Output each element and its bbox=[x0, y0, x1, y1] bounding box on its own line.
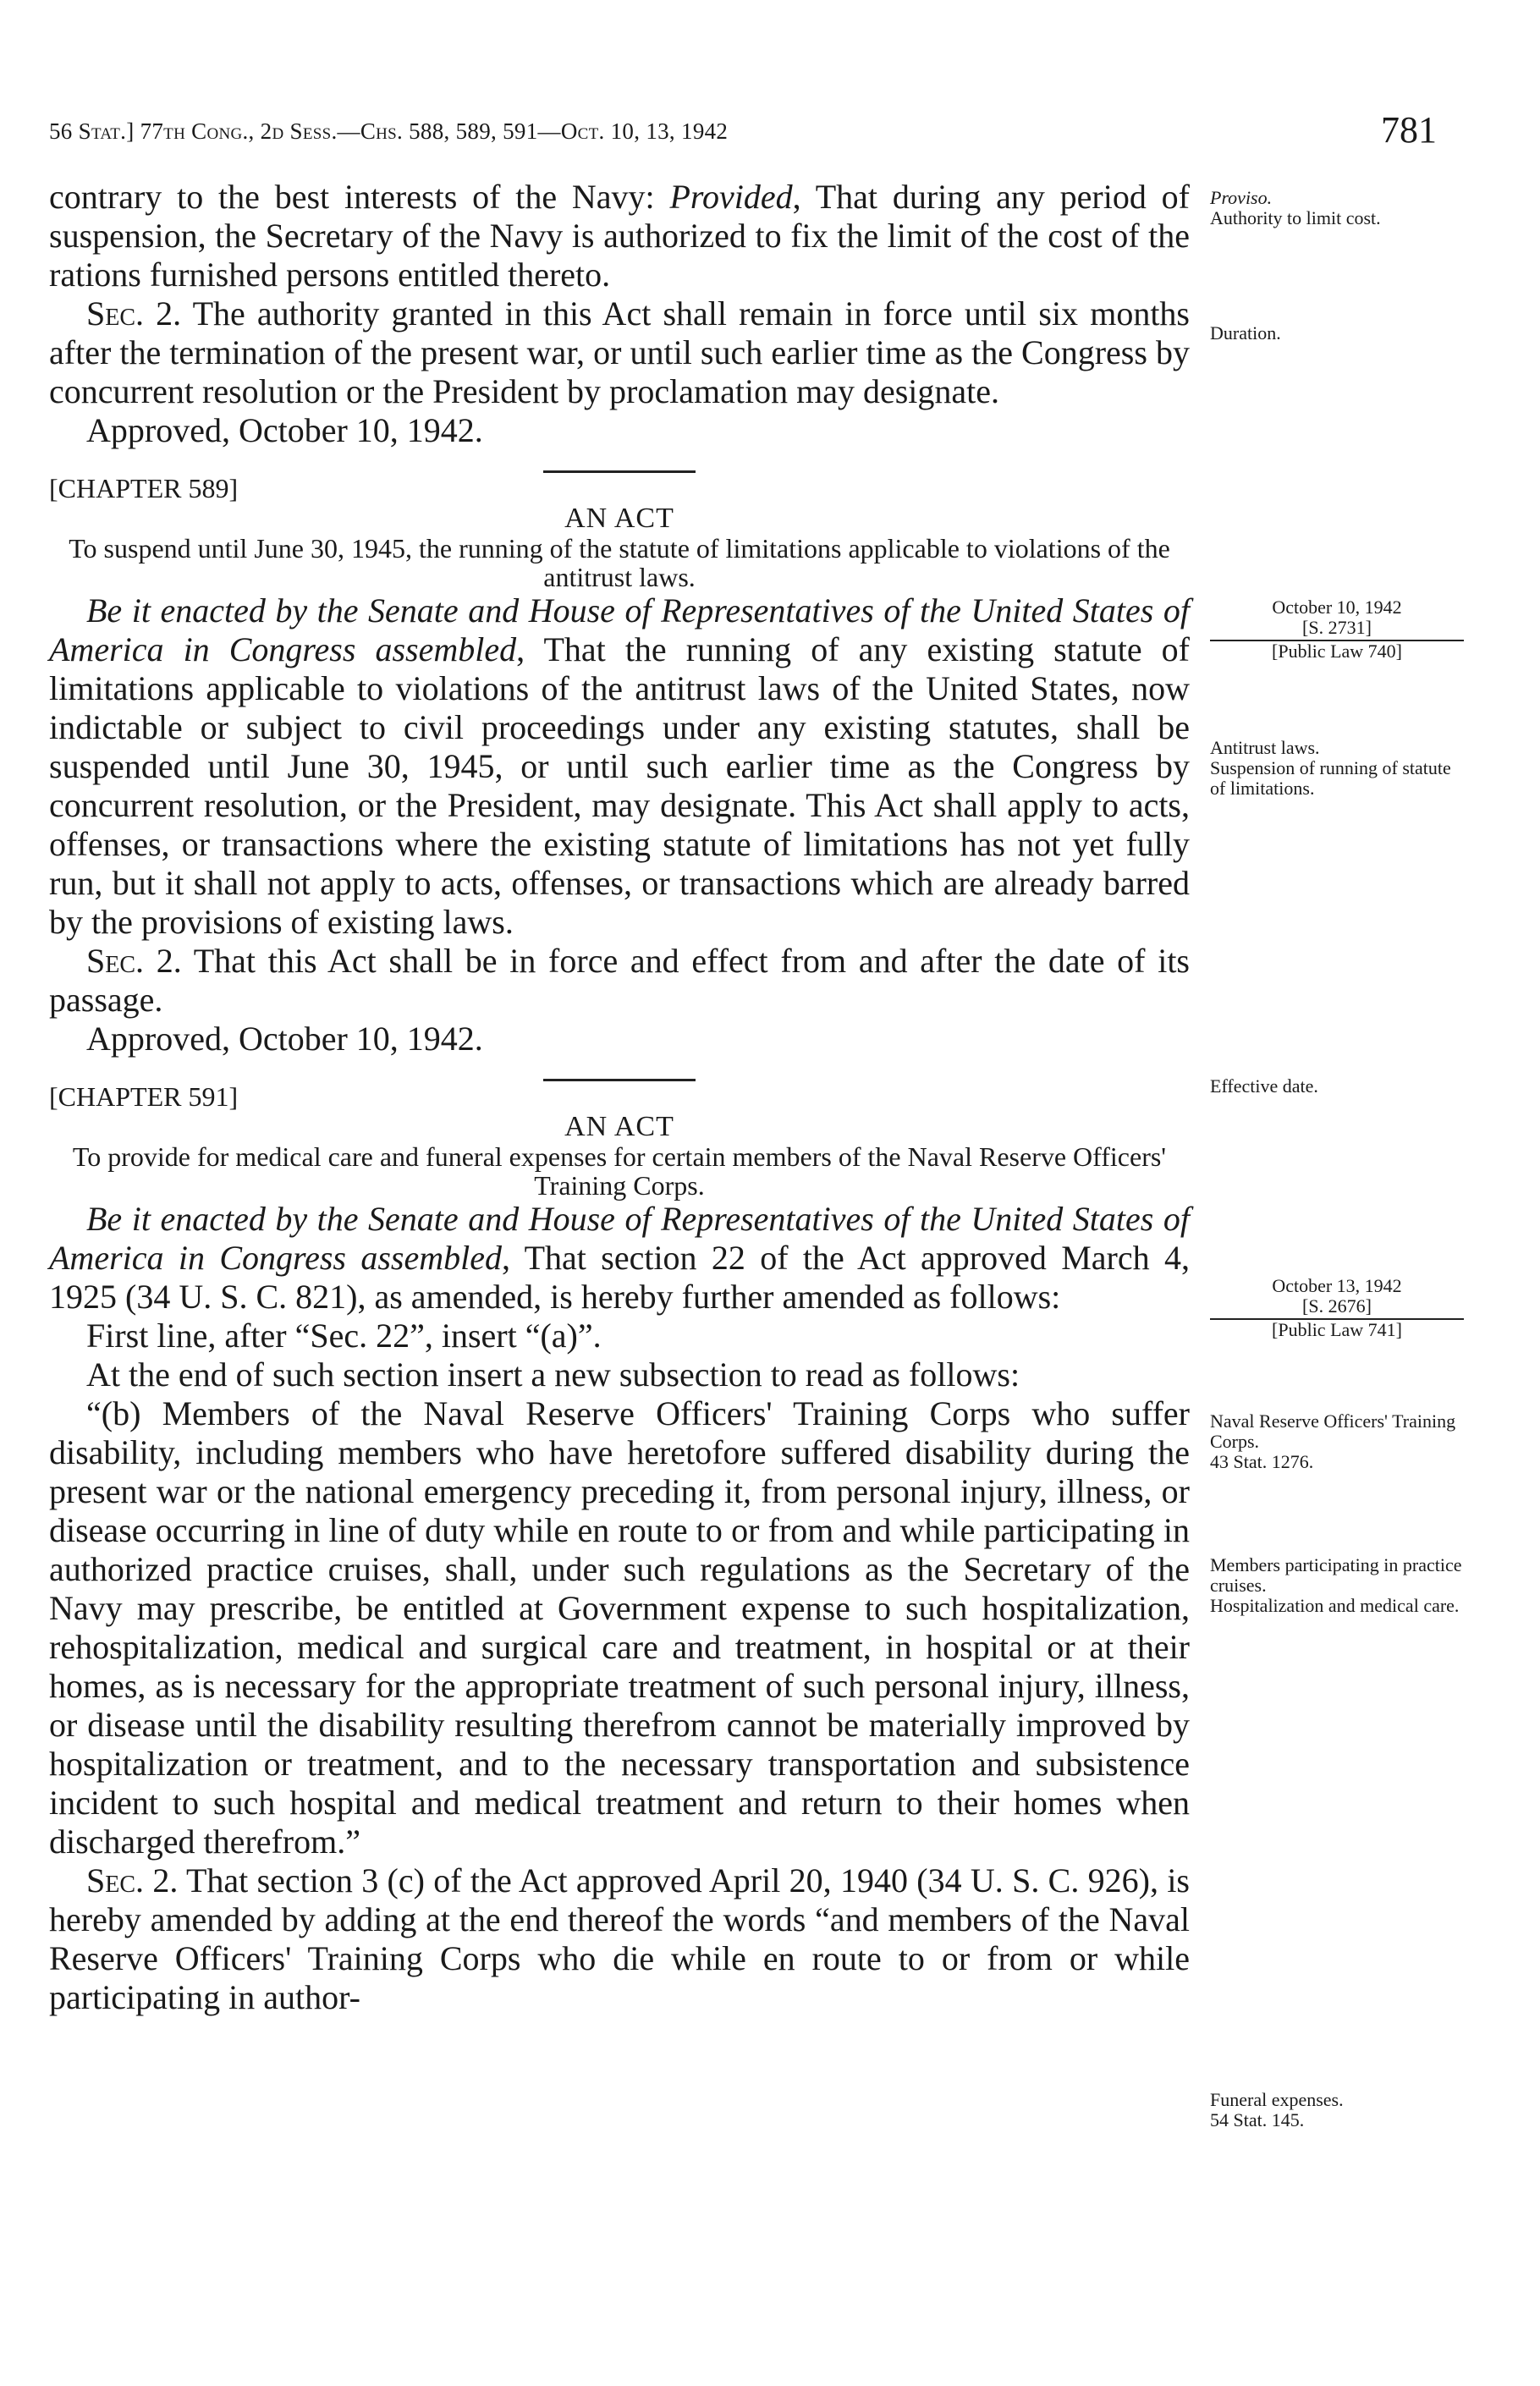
act-title: AN ACT bbox=[564, 1111, 674, 1142]
margin-note-naval bbox=[1210, 1411, 1464, 1472]
bill-number: [S. 2676] bbox=[1210, 1296, 1464, 1320]
enacting-clause: Be it enacted by the Senate and House of Representatives of the United States of America in Congress assembled bbox=[49, 591, 1190, 668]
enacting-paragraph bbox=[49, 1200, 1190, 1317]
statute-citation: 43 Stat. 1276. bbox=[1210, 1451, 1314, 1472]
amendment-line: First line, after “Sec. 22”, insert “(a)”. bbox=[86, 1317, 602, 1355]
margin-note-ch591-citation bbox=[1210, 1276, 1464, 1340]
enacting-text: , That section 22 of the Act approved March 4, 1925 (34 U. S. C. 821), as amended, is hereby further amended as follows: bbox=[49, 1239, 1190, 1316]
margin-note-ch589-citation bbox=[1210, 597, 1464, 662]
section-text: The authority granted in this Act shall remain in force until six months after the termination of the present war, or until such earlier time as the Congress by concurrent resolution or the President by proclamation may designate. bbox=[49, 294, 1190, 410]
margin-text: Duration. bbox=[1210, 322, 1281, 344]
proviso-word: Provided bbox=[669, 178, 793, 216]
section-label: Sec. 2. bbox=[86, 1861, 179, 1899]
act-title: AN ACT bbox=[564, 503, 674, 534]
approved-line: Approved, October 10, 1942. bbox=[86, 1020, 483, 1058]
section-2-paragraph bbox=[49, 942, 1190, 1020]
margin-note-members bbox=[1210, 1555, 1464, 1616]
amendment-line: At the end of such section insert a new subsection to read as follows: bbox=[86, 1355, 1020, 1394]
section-label: Sec. 2. bbox=[86, 942, 182, 980]
bill-number: [S. 2731] bbox=[1210, 618, 1464, 641]
intro-paragraph bbox=[49, 178, 1190, 294]
enacting-clause: Be it enacted by the Senate and House of Representatives of the United States of America in Congress assembled bbox=[49, 1200, 1190, 1277]
enacting-text: , That the running of any existing statute of limitations applicable to violations of the antitrust laws of the United States, now indictable or subject to civil proceedings under any existing statutes, shall be suspended until June 30, 1945, or until such earlier time as the Congress by concurrent resolution, or the President, may designate. This Act shall apply to acts, offenses, or transactions where the existing statute of limitations has not yet fully run, but it shall not apply to acts, offenses, or transactions which are already barred by the provisions of existing laws. bbox=[49, 630, 1190, 941]
act-summary: To suspend until June 30, 1945, the running of the statute of limitations applicable to violations of the antitrust laws. bbox=[69, 533, 1170, 592]
public-law-number: [Public Law 741] bbox=[1272, 1319, 1402, 1340]
margin-text: Funeral expenses. bbox=[1210, 2089, 1344, 2110]
margin-head: Antitrust laws. bbox=[1210, 737, 1320, 758]
margin-note-funeral bbox=[1210, 2090, 1464, 2130]
public-law-number: [Public Law 740] bbox=[1272, 640, 1402, 662]
margin-note-effective bbox=[1210, 1076, 1464, 1097]
margin-text: Effective date. bbox=[1210, 1075, 1318, 1097]
margin-text: Hospitalization and medical care. bbox=[1210, 1595, 1460, 1616]
margin-text: Naval Reserve Officers' Training Corps. bbox=[1210, 1410, 1456, 1452]
intro-text-a: contrary to the best interests of the Navy: bbox=[49, 178, 670, 216]
section-2-paragraph bbox=[49, 294, 1190, 411]
enactment-date: October 13, 1942 bbox=[1272, 1275, 1402, 1296]
margin-note-duration bbox=[1210, 323, 1464, 344]
intro-text-b: , That during any period of suspension, the Secretary of the Navy is authorized to fix the limit of the cost of the rations furnished persons entitled thereto. bbox=[49, 178, 1190, 294]
margin-text: Authority to limit cost. bbox=[1210, 207, 1381, 228]
quoted-subsection: “(b) Members of the Naval Reserve Officers' Training Corps who suffer disability, including members who have heretofore suffered disability during the present war or the national emergency preceding it, from personal injury, illness, or disease occurring in line of duty while en route to or from and while participating in authorized practice cruises, shall, under such regulations as the Secretary of the Navy may prescribe, be entitled at Government expense to such hospitalization, rehospitalization, medical and surgical care and treatment, in hospital or at their homes, as is necessary for the appropriate treatment of such personal injury, illness, or disease until the disability resulting therefrom cannot be materially improved by hospitalization or treatment, and to the necessary transportation and subsistence incident to such hospital and medical treatment and return to their homes when discharged therefrom.” bbox=[49, 1394, 1190, 1861]
section-label: Sec. 2. bbox=[86, 294, 182, 333]
page-number: 781 bbox=[1381, 109, 1437, 151]
running-header bbox=[49, 108, 1437, 159]
enactment-date: October 10, 1942 bbox=[1272, 596, 1402, 618]
section-2-paragraph bbox=[49, 1861, 1190, 2017]
main-text bbox=[49, 178, 1190, 2017]
margin-head: Proviso. bbox=[1210, 187, 1273, 208]
approved-line: Approved, October 10, 1942. bbox=[86, 411, 483, 449]
section-text: That this Act shall be in force and effect from and after the date of its passage. bbox=[49, 942, 1191, 1019]
statute-citation: 54 Stat. 145. bbox=[1210, 2109, 1305, 2130]
section-text: That section 3 (c) of the Act approved April 20, 1940 (34 U. S. C. 926), is hereby amended by adding at the end thereof the words “and members of the Naval Reserve Officers' Training Corps who die while en route to or from or while participating in author- bbox=[49, 1861, 1190, 2016]
chapter-label: [CHAPTER 589] bbox=[49, 473, 239, 503]
running-head: 56 Stat.] 77th Cong., 2d Sess.—Chs. 588, 589, 591—Oct. 10, 13, 1942 bbox=[49, 118, 729, 144]
margin-text: Members participating in practice cruises. bbox=[1210, 1554, 1462, 1596]
margin-note-antitrust bbox=[1210, 738, 1464, 799]
act-summary: To provide for medical care and funeral expenses for certain members of the Naval Reserve Officers' Training Corps. bbox=[72, 1141, 1167, 1201]
margin-note-proviso bbox=[1210, 188, 1464, 228]
enacting-paragraph bbox=[49, 591, 1190, 942]
margin-text: Suspension of running of statute of limitations. bbox=[1210, 757, 1451, 799]
chapter-label: [CHAPTER 591] bbox=[49, 1081, 239, 1112]
